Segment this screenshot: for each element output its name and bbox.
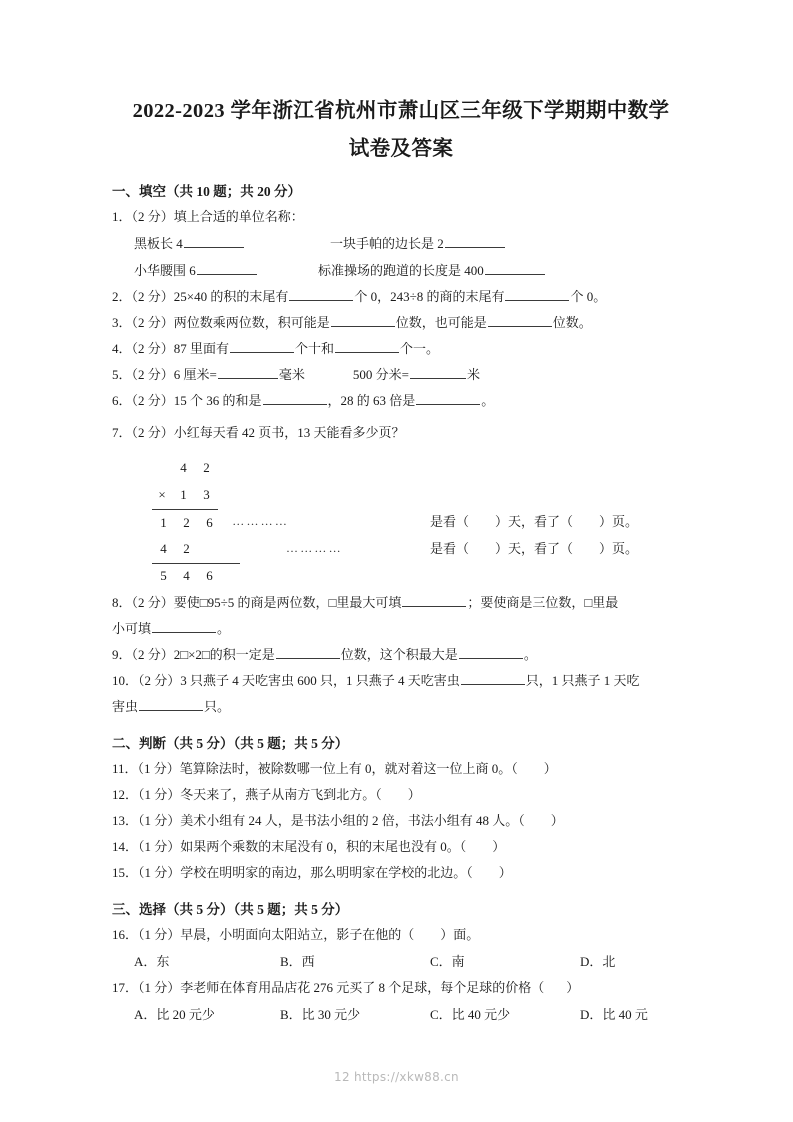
question-17-options — [112, 1001, 690, 1028]
vm-partial-product-1-row: 1 2 6 ………… — [152, 508, 289, 535]
title-line-2: 试卷及答案 — [348, 138, 454, 160]
question-8-continued: 小可填 。 — [112, 621, 231, 636]
question-7-stem: 7．（2 分）小红每天看 42 页书，13 天能看多少页？ — [112, 425, 405, 440]
vm-multiplier-row: × 1 3 — [152, 481, 218, 508]
q2-blank-1[interactable] — [289, 287, 353, 301]
q4-blank-2[interactable] — [335, 339, 399, 353]
question-9: 9．（2 分）2□×2□的积一定是 位数，这个积最大是 。 — [112, 647, 537, 662]
q1-blank-3[interactable] — [197, 261, 257, 275]
title-line-1: 2022-2023 学年浙江省杭州市萧山区三年级下学期期中数学 — [132, 100, 670, 122]
q17-option-d[interactable]: D．比 40 元 — [580, 1007, 648, 1022]
q17-option-c[interactable]: C．比 40 元少 — [430, 1007, 511, 1022]
q1-handkerchief-side: 一块手帕的边长是 2 — [330, 230, 506, 257]
q8-blank-1[interactable] — [402, 593, 466, 607]
q1-blackboard-length: 黑板长 4 — [134, 230, 245, 257]
question-5: 5．（2 分）6 厘米= 毫米 500 分米= 米 — [112, 367, 480, 382]
q1-blank-2[interactable] — [445, 234, 505, 248]
question-7-vertical-multiplication — [112, 450, 690, 590]
section-header-multiple-choice: 三、选择（共 5 分）（共 5 题；共 5 分） — [112, 902, 349, 917]
q9-blank-2[interactable] — [459, 645, 523, 659]
question-10: 10．（2 分）3 只燕子 4 天吃害虫 600 只，1 只燕子 4 天吃害虫 只，1 只燕子 1 天吃 — [112, 673, 640, 688]
question-8: 8．（2 分）要使□95÷5 的商是两位数，□里最大可填 ；要使商是三位数，□里最 — [112, 595, 619, 610]
vm-partial-product-2-row: 4 2 — [152, 535, 240, 562]
page-title — [112, 92, 690, 168]
question-6: 6．（2 分）15 个 36 的和是 ，28 的 63 倍是 。 — [112, 393, 495, 408]
q9-blank-1[interactable] — [276, 645, 340, 659]
question-12: 12．（1 分）冬天来了，燕子从南方飞到北方。（ ） — [112, 787, 421, 802]
q1-blank-4[interactable] — [485, 261, 545, 275]
question-3: 3．（2 分）两位数乘两位数，积可能是 位数，也可能是 位数。 — [112, 315, 592, 330]
question-10-continued: 害虫 只。 — [112, 699, 231, 714]
question-13: 13．（1 分）美术小组有 24 人，是书法小组的 2 倍，书法小组有 48 人。（ ） — [112, 813, 564, 828]
vm-note-row-1: 是看（ ）天，看了（ ）页。 — [430, 514, 639, 529]
question-14: 14．（1 分）如果两个乘数的末尾没有 0，积的末尾也没有 0。（ ） — [112, 839, 506, 854]
q5-blank-2[interactable] — [410, 365, 466, 379]
q6-blank-1[interactable] — [263, 391, 327, 405]
q4-blank-1[interactable] — [230, 339, 294, 353]
vm-total-row: 5 4 6 — [160, 568, 213, 583]
q10-blank-2[interactable] — [139, 697, 203, 711]
page-content — [112, 0, 690, 1028]
q3-blank-1[interactable] — [331, 313, 395, 327]
q17-option-a[interactable]: A．比 20 元少 — [134, 1007, 215, 1022]
q5-blank-1[interactable] — [218, 365, 278, 379]
vm-note-row-2: 是看（ ）天，看了（ ）页。 — [430, 541, 639, 556]
multiply-operator: × — [158, 487, 166, 502]
q1-blank-1[interactable] — [184, 234, 244, 248]
q3-blank-2[interactable] — [488, 313, 552, 327]
question-2: 2．（2 分）25×40 的积的末尾有 个 0，243÷8 的商的末尾有 个 0。 — [112, 289, 607, 304]
q8-blank-2[interactable] — [152, 619, 216, 633]
section-header-fill-in-blank: 一、填空（共 10 题；共 20 分） — [112, 184, 301, 199]
question-16-stem: 16．（1 分）早晨，小明面向太阳站立，影子在他的（ ）面。 — [112, 927, 480, 942]
question-15: 15．（1 分）学校在明明家的南边，那么明明家在学校的北边。（ ） — [112, 865, 512, 880]
vm-multiplicand-row: 4 2 — [180, 460, 210, 475]
q16-option-b[interactable]: B．西 — [280, 954, 315, 969]
q17-option-b[interactable]: B．比 30 元少 — [280, 1007, 361, 1022]
question-4: 4．（2 分）87 里面有 个十和 个一。 — [112, 341, 440, 356]
q6-blank-2[interactable] — [416, 391, 480, 405]
q1-track-length: 标准操场的跑道的长度是 400 — [318, 257, 546, 284]
question-1-row-1 — [112, 230, 690, 257]
vm-dots-1: ………… — [232, 514, 290, 528]
q16-option-a[interactable]: A．东 — [134, 954, 170, 969]
q2-blank-2[interactable] — [505, 287, 569, 301]
vm-dots-2: ………… — [286, 541, 343, 555]
q10-blank-1[interactable] — [461, 671, 525, 685]
question-11: 11．（1 分）笔算除法时，被除数哪一位上有 0，就对着这一位上商 0。（ ） — [112, 761, 557, 776]
page-footer-watermark: 12 https://xkw88.cn — [334, 1070, 459, 1084]
question-16-options — [112, 948, 690, 975]
question-1-stem: 1．（2 分）填上合适的单位名称： — [112, 209, 304, 224]
section-header-true-false: 二、判断（共 5 分）（共 5 题；共 5 分） — [112, 736, 349, 751]
q16-option-d[interactable]: D．北 — [580, 954, 616, 969]
question-17-stem: 17．（1 分）李老师在体育用品店花 276 元买了 8 个足球，每个足球的价格（ ） — [112, 980, 580, 995]
question-1-row-2 — [112, 257, 690, 284]
vm-dots-2-wrap — [286, 535, 343, 562]
q16-option-c[interactable]: C．南 — [430, 954, 465, 969]
q1-waist-circumference: 小华腰围 6 — [134, 257, 258, 284]
